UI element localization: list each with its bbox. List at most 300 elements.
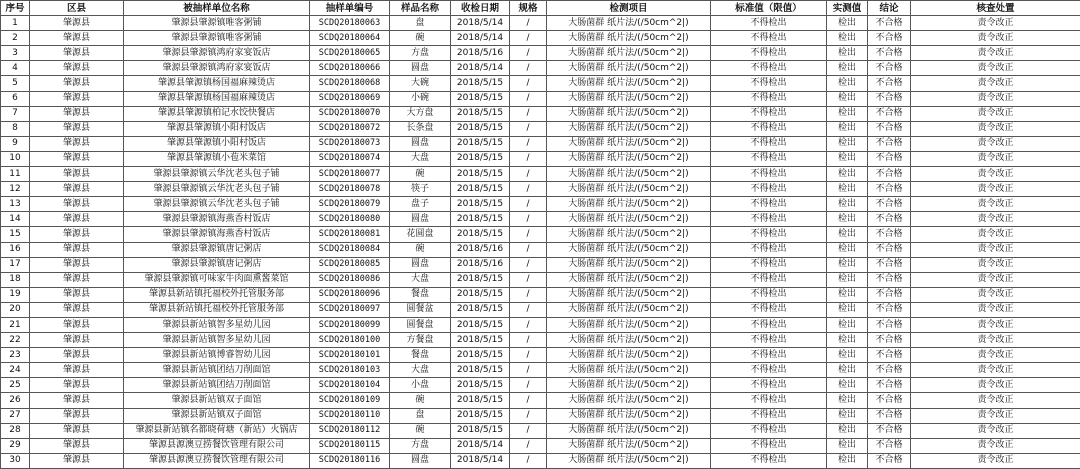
cell-spec: / — [510, 302, 547, 317]
cell-sample-name: 圆盘 — [390, 61, 451, 76]
cell-sample-name: 餐盘 — [390, 287, 451, 302]
cell-sample-name: 筷子 — [390, 182, 451, 197]
cell-disposal: 责令改正 — [911, 272, 1080, 287]
cell-conclusion: 不合格 — [868, 197, 911, 212]
cell-conclusion: 不合格 — [868, 151, 911, 166]
cell-disposal: 责令改正 — [911, 242, 1080, 257]
header-spec: 规格 — [510, 1, 547, 16]
cell-index: 18 — [1, 272, 30, 287]
cell-county: 肇源县 — [30, 106, 124, 121]
cell-sample-name: 碗 — [390, 31, 451, 46]
cell-conclusion: 不合格 — [868, 378, 911, 393]
cell-conclusion: 不合格 — [868, 453, 911, 468]
cell-spec: / — [510, 242, 547, 257]
cell-index: 6 — [1, 91, 30, 106]
cell-standard: 不得检出 — [711, 348, 827, 363]
cell-date: 2018/5/15 — [451, 423, 510, 438]
cell-unit-name: 肇源县肇源镇鸿府家宴饭店 — [124, 61, 310, 76]
cell-test-item: 大肠菌群 纸片法/(/50cm^2|) — [547, 453, 711, 468]
cell-index: 9 — [1, 136, 30, 151]
cell-measured: 检出 — [827, 61, 868, 76]
cell-county: 肇源县 — [30, 333, 124, 348]
cell-disposal: 责令改正 — [911, 61, 1080, 76]
cell-date: 2018/5/14 — [451, 453, 510, 468]
cell-unit-name: 肇源县肇源镇海燕香村饭店 — [124, 212, 310, 227]
cell-measured: 检出 — [827, 363, 868, 378]
cell-conclusion: 不合格 — [868, 257, 911, 272]
cell-sample-no: SCDQ20180066 — [310, 61, 390, 76]
cell-standard: 不得检出 — [711, 31, 827, 46]
cell-unit-name: 肇源县源澳豆捞餐饮管理有限公司 — [124, 438, 310, 453]
cell-measured: 检出 — [827, 317, 868, 332]
cell-standard: 不得检出 — [711, 121, 827, 136]
cell-sample-name: 盘 — [390, 408, 451, 423]
cell-conclusion: 不合格 — [868, 31, 911, 46]
cell-date: 2018/5/15 — [451, 287, 510, 302]
header-conclusion: 结论 — [868, 1, 911, 16]
table-row — [1, 31, 1080, 46]
cell-disposal: 责令改正 — [911, 438, 1080, 453]
table-row — [1, 197, 1080, 212]
cell-sample-name: 圆盘 — [390, 212, 451, 227]
cell-test-item: 大肠菌群 纸片法/(/50cm^2|) — [547, 136, 711, 151]
cell-test-item: 大肠菌群 纸片法/(/50cm^2|) — [547, 272, 711, 287]
cell-sample-name: 小碗 — [390, 91, 451, 106]
cell-county: 肇源县 — [30, 363, 124, 378]
cell-index: 8 — [1, 121, 30, 136]
cell-disposal: 责令改正 — [911, 167, 1080, 182]
cell-test-item: 大肠菌群 纸片法/(/50cm^2|) — [547, 16, 711, 31]
cell-sample-no: SCDQ20180069 — [310, 91, 390, 106]
cell-measured: 检出 — [827, 182, 868, 197]
cell-index: 16 — [1, 242, 30, 257]
cell-sample-name: 花圆盘 — [390, 227, 451, 242]
cell-sample-no: SCDQ20180085 — [310, 257, 390, 272]
cell-measured: 检出 — [827, 227, 868, 242]
cell-sample-name: 圆餐盘 — [390, 317, 451, 332]
cell-conclusion: 不合格 — [868, 61, 911, 76]
cell-standard: 不得检出 — [711, 363, 827, 378]
cell-measured: 检出 — [827, 348, 868, 363]
cell-sample-name: 碗 — [390, 167, 451, 182]
header-date: 收检日期 — [451, 1, 510, 16]
cell-measured: 检出 — [827, 76, 868, 91]
cell-county: 肇源县 — [30, 61, 124, 76]
cell-spec: / — [510, 227, 547, 242]
cell-unit-name: 肇源县肇源镇鸿府家宴饭店 — [124, 46, 310, 61]
cell-date: 2018/5/15 — [451, 317, 510, 332]
table-row — [1, 212, 1080, 227]
cell-unit-name: 肇源县肇源镇唯客粥铺 — [124, 31, 310, 46]
cell-sample-name: 盘子 — [390, 197, 451, 212]
table-row — [1, 423, 1080, 438]
cell-test-item: 大肠菌群 纸片法/(/50cm^2|) — [547, 106, 711, 121]
cell-disposal: 责令改正 — [911, 136, 1080, 151]
table-row — [1, 438, 1080, 453]
cell-spec: / — [510, 453, 547, 468]
cell-measured: 检出 — [827, 121, 868, 136]
table-row — [1, 16, 1080, 31]
cell-unit-name: 肇源县肇源镇云华沈老头包子铺 — [124, 167, 310, 182]
cell-sample-no: SCDQ20180097 — [310, 302, 390, 317]
table-row — [1, 46, 1080, 61]
cell-disposal: 责令改正 — [911, 91, 1080, 106]
cell-date: 2018/5/14 — [451, 31, 510, 46]
cell-spec: / — [510, 257, 547, 272]
cell-test-item: 大肠菌群 纸片法/(/50cm^2|) — [547, 31, 711, 46]
cell-spec: / — [510, 423, 547, 438]
cell-date: 2018/5/15 — [451, 363, 510, 378]
header-disposal: 核查处置 — [911, 1, 1080, 16]
cell-date: 2018/5/15 — [451, 302, 510, 317]
header-index: 序号 — [1, 1, 30, 16]
cell-standard: 不得检出 — [711, 167, 827, 182]
cell-spec: / — [510, 136, 547, 151]
cell-spec: / — [510, 46, 547, 61]
cell-disposal: 责令改正 — [911, 227, 1080, 242]
cell-sample-name: 大盘 — [390, 151, 451, 166]
cell-sample-name: 长条盘 — [390, 121, 451, 136]
cell-spec: / — [510, 363, 547, 378]
cell-date: 2018/5/15 — [451, 151, 510, 166]
cell-index: 3 — [1, 46, 30, 61]
cell-disposal: 责令改正 — [911, 197, 1080, 212]
cell-conclusion: 不合格 — [868, 333, 911, 348]
cell-index: 22 — [1, 333, 30, 348]
cell-county: 肇源县 — [30, 31, 124, 46]
cell-sample-no: SCDQ20180103 — [310, 363, 390, 378]
cell-spec: / — [510, 31, 547, 46]
cell-measured: 检出 — [827, 453, 868, 468]
cell-unit-name: 肇源县新站镇托福校外托管服务部 — [124, 302, 310, 317]
cell-measured: 检出 — [827, 197, 868, 212]
table-row — [1, 136, 1080, 151]
cell-disposal: 责令改正 — [911, 317, 1080, 332]
cell-measured: 检出 — [827, 378, 868, 393]
cell-sample-no: SCDQ20180099 — [310, 317, 390, 332]
cell-standard: 不得检出 — [711, 91, 827, 106]
cell-sample-name: 圆盘 — [390, 453, 451, 468]
cell-test-item: 大肠菌群 纸片法/(/50cm^2|) — [547, 182, 711, 197]
cell-sample-no: SCDQ20180073 — [310, 136, 390, 151]
cell-disposal: 责令改正 — [911, 393, 1080, 408]
cell-conclusion: 不合格 — [868, 136, 911, 151]
cell-conclusion: 不合格 — [868, 408, 911, 423]
cell-unit-name: 肇源县新站镇团结刀削面馆 — [124, 378, 310, 393]
cell-test-item: 大肠菌群 纸片法/(/50cm^2|) — [547, 287, 711, 302]
cell-measured: 检出 — [827, 257, 868, 272]
cell-sample-no: SCDQ20180110 — [310, 408, 390, 423]
cell-spec: / — [510, 61, 547, 76]
cell-unit-name: 肇源县肇源镇云华沈老头包子铺 — [124, 197, 310, 212]
cell-measured: 检出 — [827, 423, 868, 438]
cell-unit-name: 肇源县肇源镇唯客粥铺 — [124, 16, 310, 31]
cell-unit-name: 肇源县新站镇双子面馆 — [124, 393, 310, 408]
cell-spec: / — [510, 121, 547, 136]
cell-county: 肇源县 — [30, 16, 124, 31]
cell-standard: 不得检出 — [711, 106, 827, 121]
cell-measured: 检出 — [827, 167, 868, 182]
cell-index: 29 — [1, 438, 30, 453]
cell-spec: / — [510, 106, 547, 121]
cell-unit-name: 肇源县肇源镇唐记粥店 — [124, 242, 310, 257]
table-row — [1, 333, 1080, 348]
cell-index: 4 — [1, 61, 30, 76]
cell-test-item: 大肠菌群 纸片法/(/50cm^2|) — [547, 61, 711, 76]
cell-county: 肇源县 — [30, 136, 124, 151]
table-row — [1, 76, 1080, 91]
cell-test-item: 大肠菌群 纸片法/(/50cm^2|) — [547, 212, 711, 227]
cell-sample-no: SCDQ20180104 — [310, 378, 390, 393]
cell-standard: 不得检出 — [711, 393, 827, 408]
table-row — [1, 106, 1080, 121]
cell-test-item: 大肠菌群 纸片法/(/50cm^2|) — [547, 302, 711, 317]
cell-sample-name: 方餐盘 — [390, 333, 451, 348]
cell-standard: 不得检出 — [711, 242, 827, 257]
cell-standard: 不得检出 — [711, 408, 827, 423]
cell-sample-no: SCDQ20180077 — [310, 167, 390, 182]
cell-standard: 不得检出 — [711, 16, 827, 31]
cell-sample-no: SCDQ20180079 — [310, 197, 390, 212]
table-body — [1, 16, 1080, 469]
cell-measured: 检出 — [827, 46, 868, 61]
cell-disposal: 责令改正 — [911, 363, 1080, 378]
cell-county: 肇源县 — [30, 121, 124, 136]
cell-measured: 检出 — [827, 151, 868, 166]
header-standard: 标准值（限值） — [711, 1, 827, 16]
cell-measured: 检出 — [827, 272, 868, 287]
cell-index: 15 — [1, 227, 30, 242]
cell-conclusion: 不合格 — [868, 423, 911, 438]
cell-disposal: 责令改正 — [911, 151, 1080, 166]
cell-conclusion: 不合格 — [868, 393, 911, 408]
cell-county: 肇源县 — [30, 242, 124, 257]
cell-sample-no: SCDQ20180115 — [310, 438, 390, 453]
cell-conclusion: 不合格 — [868, 212, 911, 227]
cell-index: 2 — [1, 31, 30, 46]
header-sample-name: 样品名称 — [390, 1, 451, 16]
header-measured: 实测值 — [827, 1, 868, 16]
cell-unit-name: 肇源县肇源镇柏记水饺快餐店 — [124, 106, 310, 121]
cell-standard: 不得检出 — [711, 317, 827, 332]
cell-test-item: 大肠菌群 纸片法/(/50cm^2|) — [547, 363, 711, 378]
table-row — [1, 242, 1080, 257]
cell-sample-no: SCDQ20180074 — [310, 151, 390, 166]
cell-date: 2018/5/16 — [451, 46, 510, 61]
cell-county: 肇源县 — [30, 378, 124, 393]
cell-conclusion: 不合格 — [868, 363, 911, 378]
cell-date: 2018/5/15 — [451, 91, 510, 106]
cell-test-item: 大肠菌群 纸片法/(/50cm^2|) — [547, 91, 711, 106]
cell-sample-no: SCDQ20180112 — [310, 423, 390, 438]
cell-sample-no: SCDQ20180068 — [310, 76, 390, 91]
cell-conclusion: 不合格 — [868, 302, 911, 317]
cell-sample-no: SCDQ20180078 — [310, 182, 390, 197]
cell-date: 2018/5/15 — [451, 333, 510, 348]
cell-test-item: 大肠菌群 纸片法/(/50cm^2|) — [547, 257, 711, 272]
cell-sample-name: 圆餐盆 — [390, 302, 451, 317]
table-row — [1, 348, 1080, 363]
table-row — [1, 61, 1080, 76]
cell-unit-name: 肇源县肇源镇小苞米菜馆 — [124, 151, 310, 166]
table-row — [1, 393, 1080, 408]
cell-disposal: 责令改正 — [911, 302, 1080, 317]
cell-conclusion: 不合格 — [868, 76, 911, 91]
cell-unit-name: 肇源县新站镇双子面馆 — [124, 408, 310, 423]
cell-measured: 检出 — [827, 31, 868, 46]
cell-date: 2018/5/15 — [451, 348, 510, 363]
table-row — [1, 378, 1080, 393]
table-row — [1, 257, 1080, 272]
cell-sample-name: 碗 — [390, 393, 451, 408]
cell-disposal: 责令改正 — [911, 453, 1080, 468]
cell-sample-name: 方盘 — [390, 46, 451, 61]
cell-test-item: 大肠菌群 纸片法/(/50cm^2|) — [547, 121, 711, 136]
cell-spec: / — [510, 393, 547, 408]
cell-sample-no: SCDQ20180063 — [310, 16, 390, 31]
cell-sample-no: SCDQ20180086 — [310, 272, 390, 287]
cell-spec: / — [510, 151, 547, 166]
cell-test-item: 大肠菌群 纸片法/(/50cm^2|) — [547, 242, 711, 257]
cell-date: 2018/5/14 — [451, 61, 510, 76]
cell-standard: 不得检出 — [711, 378, 827, 393]
table-row — [1, 167, 1080, 182]
cell-date: 2018/5/14 — [451, 16, 510, 31]
table-row — [1, 453, 1080, 468]
cell-date: 2018/5/15 — [451, 393, 510, 408]
cell-county: 肇源县 — [30, 257, 124, 272]
cell-spec: / — [510, 167, 547, 182]
cell-conclusion: 不合格 — [868, 317, 911, 332]
table-row — [1, 121, 1080, 136]
cell-test-item: 大肠菌群 纸片法/(/50cm^2|) — [547, 408, 711, 423]
cell-test-item: 大肠菌群 纸片法/(/50cm^2|) — [547, 393, 711, 408]
cell-index: 10 — [1, 151, 30, 166]
cell-date: 2018/5/15 — [451, 197, 510, 212]
cell-unit-name: 肇源县源澳豆捞餐饮管理有限公司 — [124, 453, 310, 468]
cell-disposal: 责令改正 — [911, 182, 1080, 197]
cell-standard: 不得检出 — [711, 287, 827, 302]
cell-conclusion: 不合格 — [868, 121, 911, 136]
cell-county: 肇源县 — [30, 182, 124, 197]
cell-spec: / — [510, 333, 547, 348]
cell-index: 11 — [1, 167, 30, 182]
cell-sample-name: 大方盘 — [390, 106, 451, 121]
cell-standard: 不得检出 — [711, 182, 827, 197]
cell-spec: / — [510, 272, 547, 287]
table-row — [1, 317, 1080, 332]
cell-county: 肇源县 — [30, 46, 124, 61]
cell-test-item: 大肠菌群 纸片法/(/50cm^2|) — [547, 438, 711, 453]
cell-date: 2018/5/15 — [451, 167, 510, 182]
cell-test-item: 大肠菌群 纸片法/(/50cm^2|) — [547, 46, 711, 61]
cell-unit-name: 肇源县肇源镇海燕香村饭店 — [124, 227, 310, 242]
cell-county: 肇源县 — [30, 197, 124, 212]
cell-sample-name: 大盘 — [390, 272, 451, 287]
cell-index: 14 — [1, 212, 30, 227]
cell-index: 19 — [1, 287, 30, 302]
cell-sample-name: 大碗 — [390, 76, 451, 91]
cell-unit-name: 肇源县肇源镇杨国福麻辣烫店 — [124, 76, 310, 91]
cell-measured: 检出 — [827, 287, 868, 302]
cell-standard: 不得检出 — [711, 302, 827, 317]
cell-disposal: 责令改正 — [911, 408, 1080, 423]
cell-disposal: 责令改正 — [911, 257, 1080, 272]
cell-disposal: 责令改正 — [911, 46, 1080, 61]
cell-county: 肇源县 — [30, 423, 124, 438]
cell-sample-no: SCDQ20180109 — [310, 393, 390, 408]
table-row — [1, 227, 1080, 242]
cell-conclusion: 不合格 — [868, 16, 911, 31]
cell-unit-name: 肇源县肇源镇可味家牛肉面熏酱菜馆 — [124, 272, 310, 287]
cell-test-item: 大肠菌群 纸片法/(/50cm^2|) — [547, 197, 711, 212]
table-row — [1, 287, 1080, 302]
cell-date: 2018/5/15 — [451, 212, 510, 227]
cell-spec: / — [510, 91, 547, 106]
cell-conclusion: 不合格 — [868, 182, 911, 197]
cell-sample-no: SCDQ20180116 — [310, 453, 390, 468]
cell-county: 肇源县 — [30, 348, 124, 363]
cell-conclusion: 不合格 — [868, 272, 911, 287]
cell-conclusion: 不合格 — [868, 227, 911, 242]
cell-disposal: 责令改正 — [911, 31, 1080, 46]
header-test-item: 检测项目 — [547, 1, 711, 16]
cell-county: 肇源县 — [30, 393, 124, 408]
cell-measured: 检出 — [827, 242, 868, 257]
cell-sample-name: 圆盘 — [390, 257, 451, 272]
cell-measured: 检出 — [827, 408, 868, 423]
cell-standard: 不得检出 — [711, 151, 827, 166]
cell-disposal: 责令改正 — [911, 287, 1080, 302]
cell-conclusion: 不合格 — [868, 242, 911, 257]
cell-test-item: 大肠菌群 纸片法/(/50cm^2|) — [547, 423, 711, 438]
cell-date: 2018/5/16 — [451, 242, 510, 257]
cell-standard: 不得检出 — [711, 333, 827, 348]
cell-standard: 不得检出 — [711, 76, 827, 91]
cell-spec: / — [510, 76, 547, 91]
cell-unit-name: 肇源县新站镇团结刀削面馆 — [124, 363, 310, 378]
cell-disposal: 责令改正 — [911, 212, 1080, 227]
cell-disposal: 责令改正 — [911, 106, 1080, 121]
cell-date: 2018/5/14 — [451, 438, 510, 453]
cell-spec: / — [510, 348, 547, 363]
table-row — [1, 408, 1080, 423]
cell-spec: / — [510, 182, 547, 197]
cell-county: 肇源县 — [30, 272, 124, 287]
cell-spec: / — [510, 408, 547, 423]
cell-sample-no: SCDQ20180084 — [310, 242, 390, 257]
cell-conclusion: 不合格 — [868, 167, 911, 182]
cell-date: 2018/5/15 — [451, 227, 510, 242]
cell-sample-name: 小盘 — [390, 378, 451, 393]
cell-unit-name: 肇源县新站镇博睿智幼儿园 — [124, 348, 310, 363]
cell-spec: / — [510, 438, 547, 453]
cell-county: 肇源县 — [30, 167, 124, 182]
cell-standard: 不得检出 — [711, 227, 827, 242]
cell-county: 肇源县 — [30, 212, 124, 227]
cell-unit-name: 肇源县肇源镇小阳村饭店 — [124, 136, 310, 151]
table-row — [1, 151, 1080, 166]
cell-index: 1 — [1, 16, 30, 31]
cell-standard: 不得检出 — [711, 61, 827, 76]
cell-disposal: 责令改正 — [911, 423, 1080, 438]
cell-sample-no: SCDQ20180096 — [310, 287, 390, 302]
cell-measured: 检出 — [827, 106, 868, 121]
cell-date: 2018/5/15 — [451, 272, 510, 287]
cell-test-item: 大肠菌群 纸片法/(/50cm^2|) — [547, 227, 711, 242]
cell-spec: / — [510, 317, 547, 332]
cell-measured: 检出 — [827, 91, 868, 106]
